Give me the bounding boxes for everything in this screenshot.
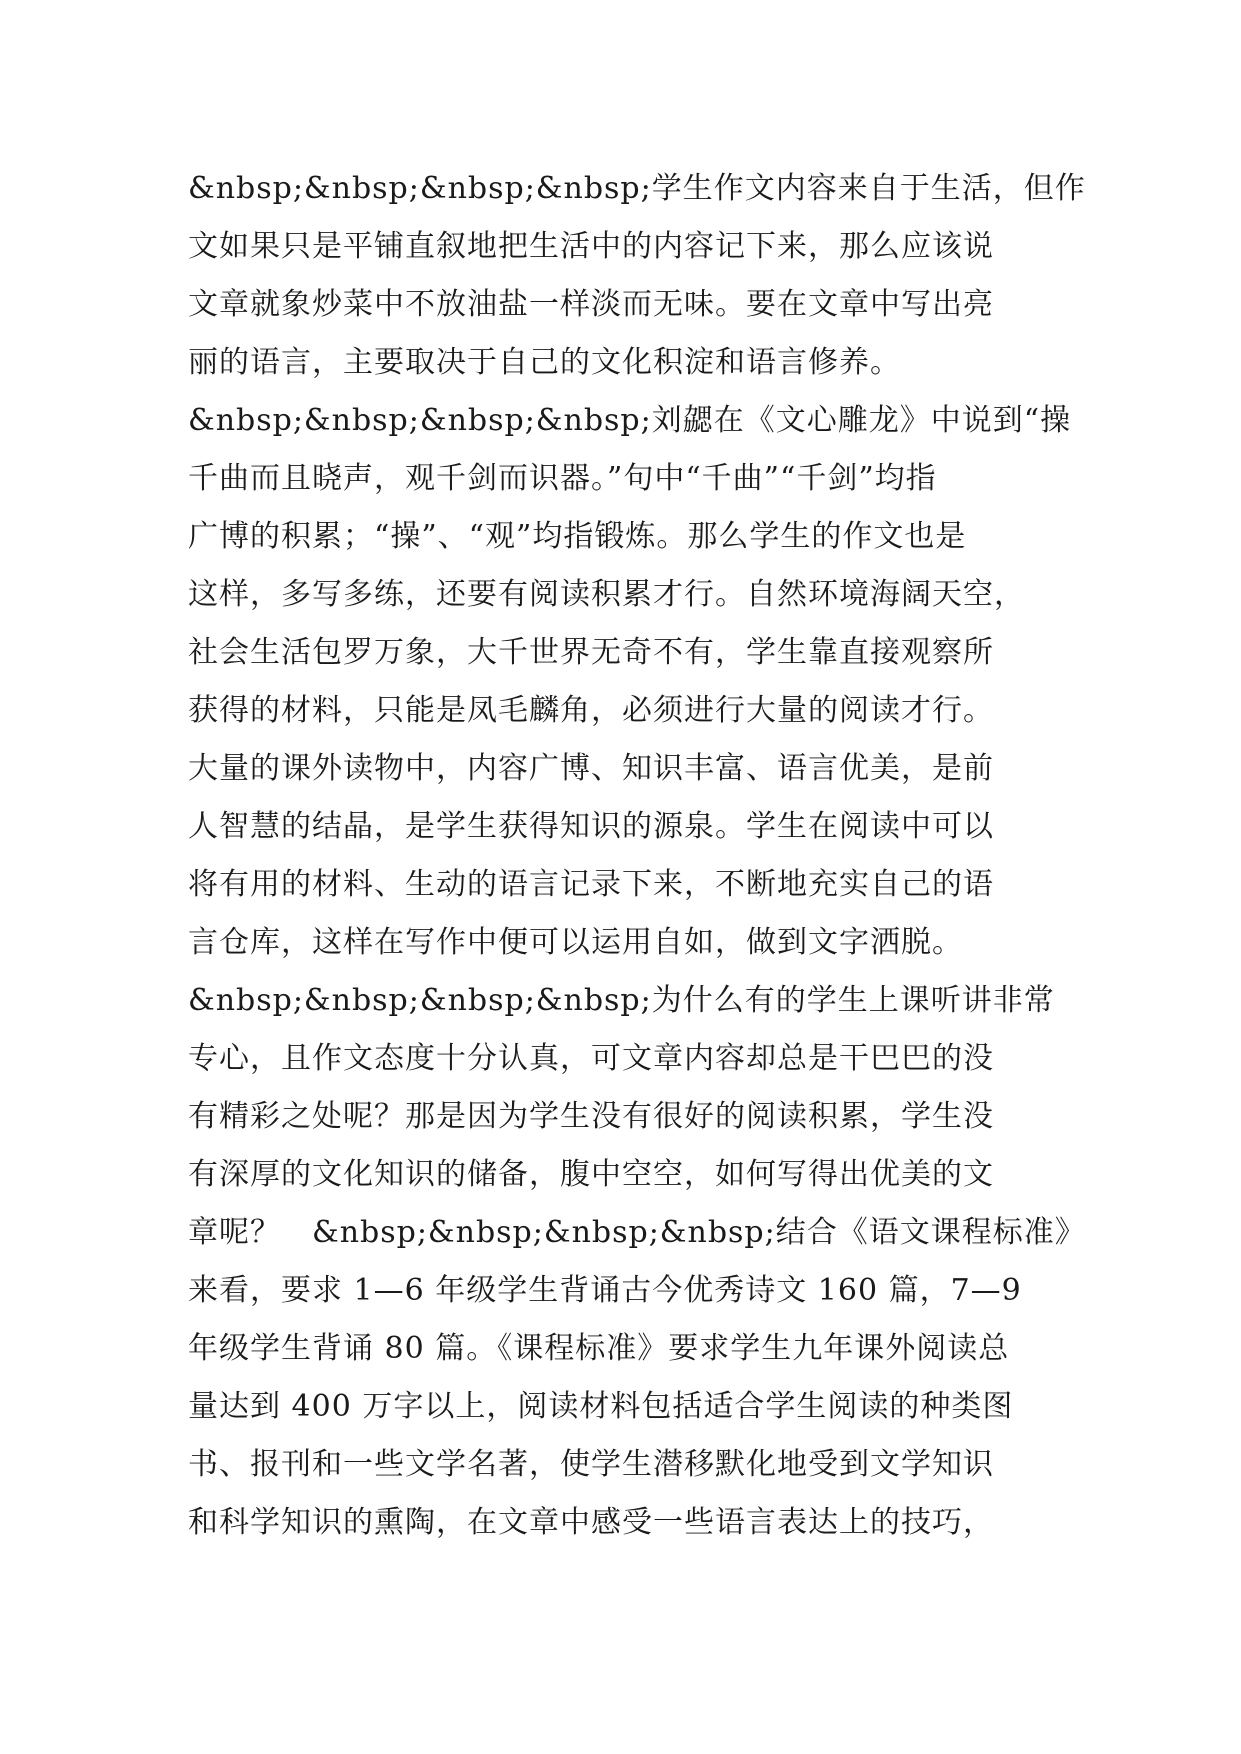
text-line: 书、报刊和一些文学名著，使学生潜移默化地受到文学知识 [188, 1447, 994, 1482]
text-line: 大量的课外读物中，内容广博、知识丰富、语言优美，是前 [188, 751, 994, 786]
text-line: 文章就象炒菜中不放油盐一样淡而无味。要在文章中写出亮 [188, 287, 994, 322]
text-line: 来看，要求 1—6 年级学生背诵古今优秀诗文 160 篇，7—9 [188, 1273, 1022, 1308]
text-line: &nbsp;&nbsp;&nbsp;&nbsp;刘勰在《文心雕龙》中说到“操 [188, 403, 1072, 438]
text-line: &nbsp;&nbsp;&nbsp;&nbsp;学生作文内容来自于生活，但作 [188, 171, 1086, 206]
text-line: 丽的语言，主要取决于自己的文化积淀和语言修养。 [188, 345, 901, 380]
text-line: 广博的积累；“操”、“观”均指锻炼。那么学生的作文也是 [188, 519, 967, 554]
text-line: 言仓库，这样在写作中便可以运用自如，做到文字洒脱。 [188, 925, 963, 960]
text-line: 量达到 400 万字以上，阅读材料包括适合学生阅读的种类图 [188, 1389, 1014, 1424]
text-line: 社会生活包罗万象，大千世界无奇不有，学生靠直接观察所 [188, 635, 994, 670]
body-text [188, 160, 1088, 1552]
text-line: 年级学生背诵 80 篇。《课程标准》要求学生九年课外阅读总 [188, 1331, 1010, 1366]
text-line: 有精彩之处呢？那是因为学生没有很好的阅读积累，学生没 [188, 1099, 994, 1134]
text-line: 人智慧的结晶，是学生获得知识的源泉。学生在阅读中可以 [188, 809, 994, 844]
text-line: 有深厚的文化知识的储备，腹中空空，如何写得出优美的文 [188, 1157, 994, 1192]
text-line: 专心，且作文态度十分认真，可文章内容却总是干巴巴的没 [188, 1041, 994, 1076]
text-line: 这样，多写多练，还要有阅读积累才行。自然环境海阔天空， [188, 577, 1025, 612]
text-line: 将有用的材料、生动的语言记录下来，不断地充实自己的语 [188, 867, 994, 902]
text-line: 章呢？ &nbsp;&nbsp;&nbsp;&nbsp;结合《语文课程标准》 [188, 1215, 1086, 1250]
text-line: &nbsp;&nbsp;&nbsp;&nbsp;为什么有的学生上课听讲非常 [188, 983, 1055, 1018]
text-line: 获得的材料，只能是凤毛麟角，必须进行大量的阅读才行。 [188, 693, 994, 728]
text-line: 和科学知识的熏陶，在文章中感受一些语言表达上的技巧， [188, 1505, 994, 1540]
text-line: 千曲而且晓声，观千剑而识器。”句中“千曲”“千剑”均指 [188, 461, 937, 496]
text-line: 文如果只是平铺直叙地把生活中的内容记下来，那么应该说 [188, 229, 994, 264]
